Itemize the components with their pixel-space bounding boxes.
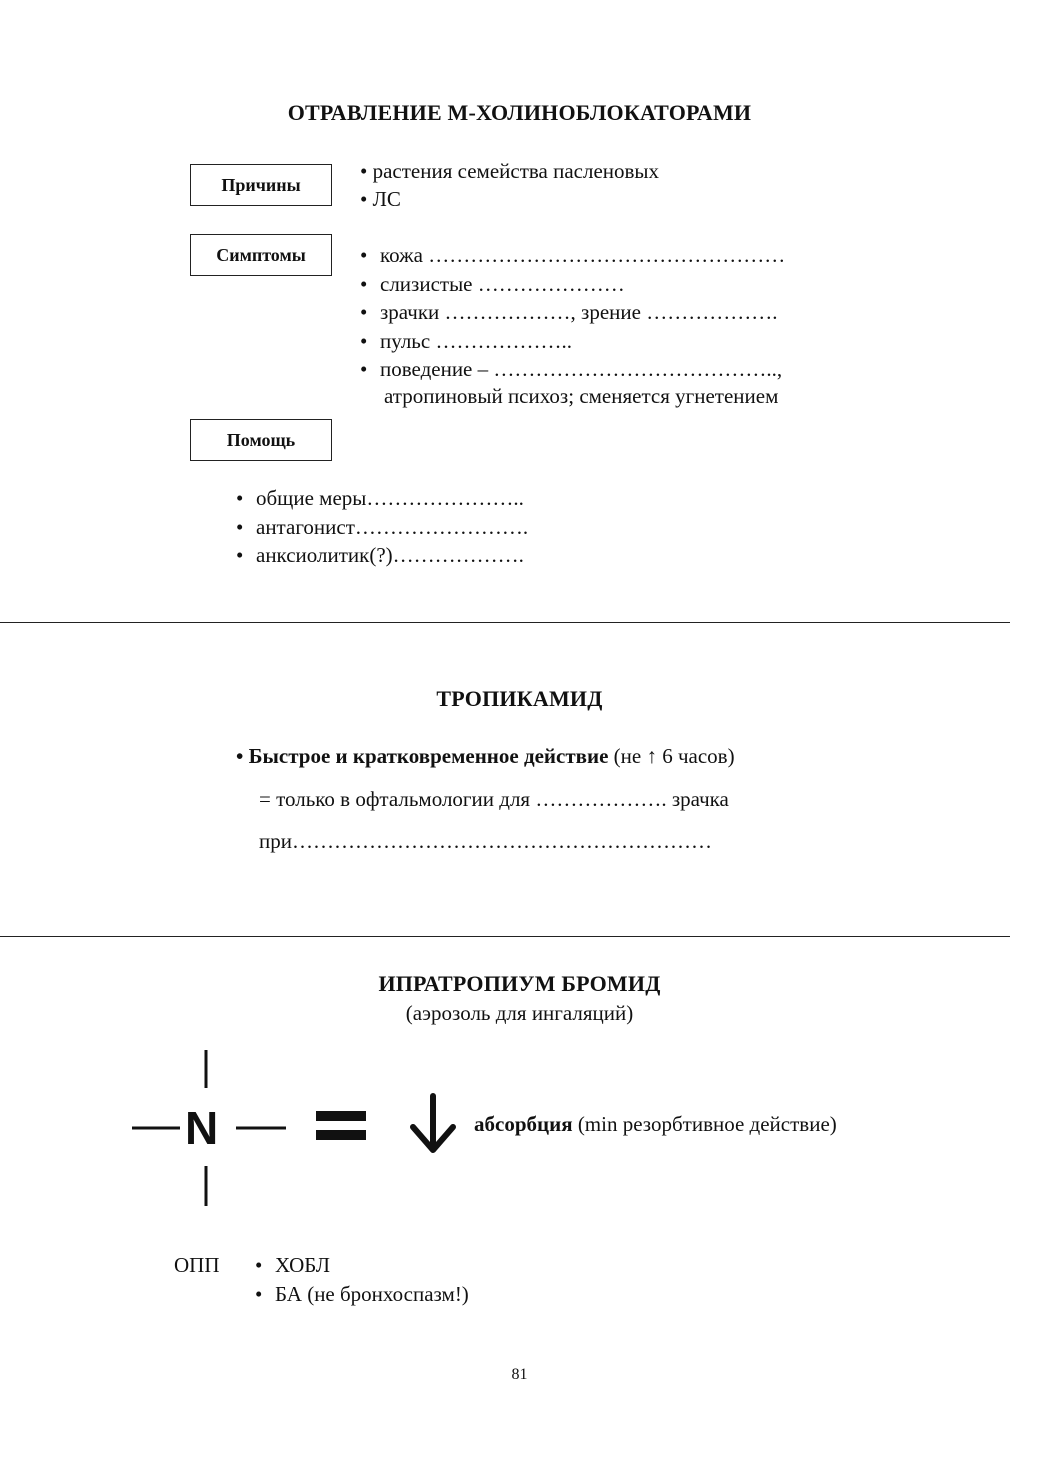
absorption-text (474, 1110, 837, 1138)
list-item: • ХОБЛ (255, 1253, 331, 1277)
section1-title: ОТРАВЛЕНИЕ М-ХОЛИНОБЛОКАТОРАМИ (287, 100, 752, 125)
help-box (190, 419, 332, 461)
quaternary-nitrogen-diagram (130, 1048, 290, 1208)
list-item: • БА (не бронхоспазм!) (255, 1281, 469, 1306)
symptoms-continuation: атропиновый психоз; сменяется угнетением (384, 384, 779, 408)
opp-label: ОПП (174, 1253, 220, 1277)
tropicamide-line3: при…………………………………………………… (259, 829, 712, 853)
absorption-bold: абсорбция (474, 1112, 573, 1136)
equals-icon (316, 1111, 366, 1141)
divider-1 (0, 622, 1010, 623)
tropicamide-line2: = только в офтальмологии для ………………. зрачка (259, 787, 729, 811)
absorption-note: (min резорбтивное действие) (572, 1112, 837, 1136)
list-item: • растения семейства пасленовых (360, 159, 660, 183)
help-list (236, 484, 528, 570)
causes-label: Причины (221, 174, 301, 195)
bullet-mark: • (236, 744, 244, 768)
section3-subtitle: (аэрозоль для ингаляций) (405, 1001, 634, 1025)
list-item: • общие меры………………….. (236, 486, 524, 510)
page-number: 81 (511, 1366, 528, 1383)
symptoms-box (190, 234, 332, 276)
list-item: • пульс ……………….. (360, 328, 572, 353)
list-item: • ЛС (360, 187, 401, 211)
list-item: • поведение – ………………………………….., (360, 357, 783, 381)
causes-box (190, 164, 332, 206)
list-item: • антагонист……………………. (236, 514, 529, 539)
down-arrow-icon (408, 1093, 458, 1155)
tropicamide-bullet (236, 742, 735, 770)
help-label: Помощь (226, 429, 296, 450)
list-item: • кожа …………………………………………… (360, 243, 786, 267)
nitrogen-atom: N (185, 1102, 219, 1154)
symptoms-label: Симптомы (216, 244, 306, 265)
list-item: • слизистые ………………… (360, 271, 625, 296)
section2-title: ТРОПИКАМИД (436, 686, 603, 711)
opp-list (255, 1251, 469, 1308)
symptoms-list (360, 241, 785, 384)
section3-title: ИПРАТРОПИУМ БРОМИД (378, 971, 661, 996)
tropicamide-duration: (не ↑ 6 часов) (608, 744, 735, 768)
list-item: • зрачки ………………, зрение ………………. (360, 300, 778, 324)
causes-list (360, 157, 659, 213)
list-item: • анксиолитик(?)………………. (236, 543, 524, 567)
divider-2 (0, 936, 1010, 937)
tropicamide-bold: Быстрое и кратковременное действие (248, 744, 609, 768)
